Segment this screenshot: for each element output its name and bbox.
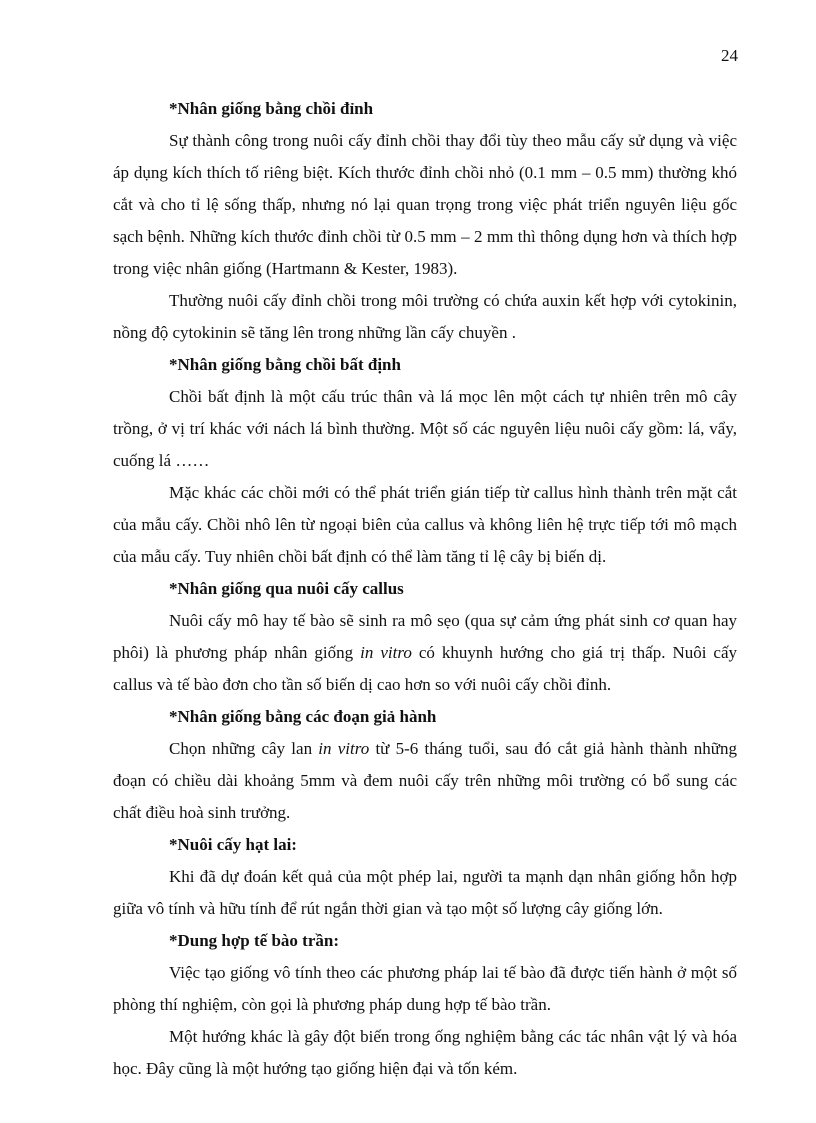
document-body <box>113 93 737 1085</box>
page-number: 24 <box>721 46 738 65</box>
section-heading: *Dung hợp tế bào trần: <box>169 931 339 950</box>
section-heading: *Nuôi cấy hạt lai: <box>169 835 297 854</box>
paragraph: Chọn những cây lan in vitro từ 5-6 tháng tuổi, sau đó cắt giả hành thành những đoạn có chiều dài khoảng 5mm và đem nuôi cấy trên những môi trường có bổ sung các chất điều hoà sinh trưởng. <box>113 739 737 822</box>
paragraph: Thường nuôi cấy đỉnh chồi trong môi trường có chứa auxin kết hợp với cytokinin, nồng độ cytokinin sẽ tăng lên trong những lần cấy chuyền . <box>113 291 737 342</box>
paragraph: Chồi bất định là một cấu trúc thân và lá mọc lên một cách tự nhiên trên mô cây trồng, ở vị trí khác với nách lá bình thường. Một số các nguyên liệu nuôi cấy gồm: lá, vẩy, cuống lá …… <box>113 387 737 470</box>
section-heading: *Nhân giống bằng chồi bất định <box>169 355 401 374</box>
paragraph: Sự thành công trong nuôi cấy đỉnh chồi thay đổi tùy theo mẫu cấy sử dụng và việc áp dụng kích thích tố riêng biệt. Kích thước đỉnh chồi nhỏ (0.1 mm – 0.5 mm) thường khó cắt và cho tỉ lệ sống thấp, nhưng nó lại quan trọng trong việc phát triển nguyên liệu gốc sạch bệnh. Những kích thước đỉnh chồi từ 0.5 mm – 2 mm thì thông dụng hơn và thích hợp trong việc nhân giống (Hartmann & Kester, 1983). <box>113 131 737 278</box>
paragraph: Khi đã dự đoán kết quả của một phép lai, người ta mạnh dạn nhân giống hỗn hợp giữa vô tính và hữu tính để rút ngắn thời gian và tạo một số lượng cây giống lớn. <box>113 867 737 918</box>
section-heading: *Nhân giống bằng các đoạn giả hành <box>169 707 437 726</box>
section-heading: *Nhân giống bằng chồi đỉnh <box>169 99 374 118</box>
paragraph: Một hướng khác là gây đột biến trong ống nghiệm bằng các tác nhân vật lý và hóa học. Đây cũng là một hướng tạo giống hiện đại và tốn kém. <box>113 1027 737 1078</box>
paragraph: Mặc khác các chồi mới có thể phát triển gián tiếp từ callus hình thành trên mặt cắt của mẫu cấy. Chồi nhô lên từ ngoại biên của callus và không liên hệ trực tiếp tới mô mạch của mẫu cấy. Tuy nhiên chồi bất định có thể làm tăng tỉ lệ cây bị biến dị. <box>113 483 737 566</box>
paragraph: Nuôi cấy mô hay tế bào sẽ sinh ra mô sẹo (qua sự cảm ứng phát sinh cơ quan hay phôi) là phương pháp nhân giống in vitro có khuynh hướng cho giá trị thấp. Nuôi cấy callus và tế bào đơn cho tần số biến dị cao hơn so với nuôi cấy chồi đỉnh. <box>113 611 738 694</box>
paragraph: Việc tạo giống vô tính theo các phương pháp lai tế bào đã được tiến hành ở một số phòng thí nghiệm, còn gọi là phương pháp dung hợp tế bào trần. <box>113 963 737 1014</box>
section-heading: *Nhân giống qua nuôi cấy callus <box>169 579 404 598</box>
